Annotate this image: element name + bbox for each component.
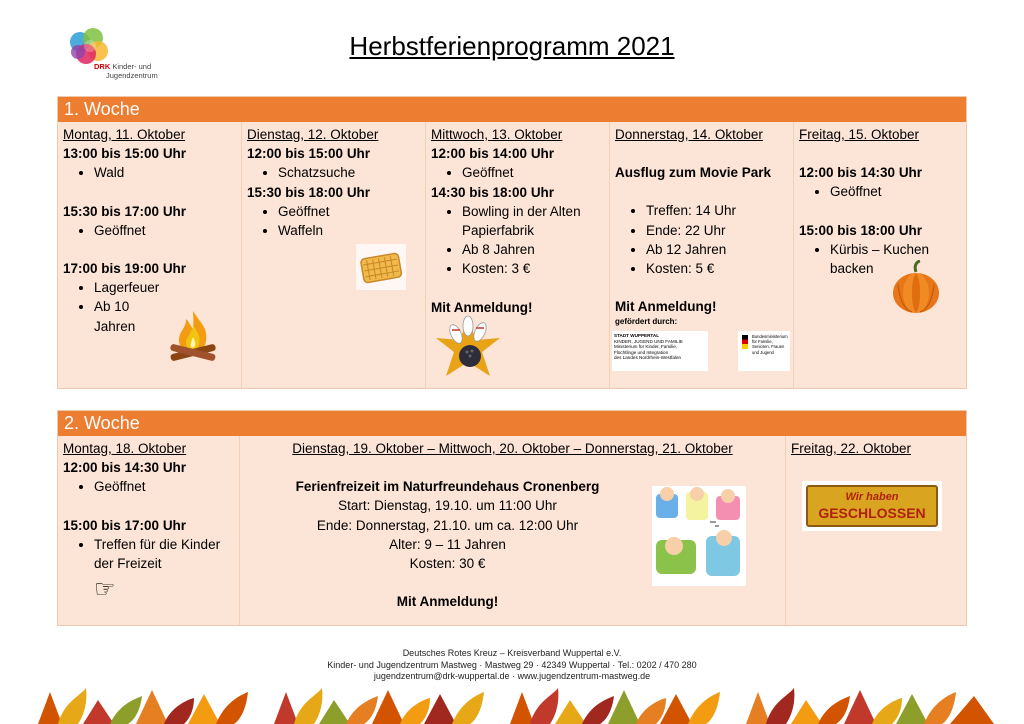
time-slot: 12:00 bis 14:30 Uhr (799, 165, 923, 181)
bowling-icon (430, 312, 506, 384)
activity-item: • Geöffnet (830, 182, 961, 201)
activity-item: • Geöffnet (278, 202, 420, 221)
week2-table (57, 410, 967, 626)
week2-header: 2. Woche (58, 411, 966, 436)
week2-friday (786, 436, 966, 625)
sponsor-logo-nrw: STADT WUPPERTAL KINDER, JUGEND UND FAMILIE Ministerium für Kinder, Familie, Flüchtlinge und Integration des Landes Nordrhein-Westfalen (612, 331, 708, 371)
activity-item: • Kosten: 5 € (646, 259, 788, 278)
day-title: Dienstag, 12. Oktober (247, 127, 379, 142)
week2-tue-thu (240, 436, 786, 625)
pumpkin-icon (890, 260, 942, 316)
week1-monday (58, 122, 242, 388)
footer-line1: Deutsches Rotes Kreuz – Kreisverband Wuppertal e.V. (402, 648, 622, 658)
week1-friday (794, 122, 966, 388)
week1-wednesday (426, 122, 610, 388)
time-slot: 15:00 bis 18:00 Uhr (799, 222, 923, 238)
time-slot: 13:00 bis 15:00 Uhr (63, 146, 187, 162)
time-slot: 12:00 bis 14:00 Uhr (431, 146, 555, 162)
week1-header: 1. Woche (58, 97, 966, 122)
activity-item: • Ab 10 Jahren (94, 297, 236, 335)
day-title: Donnerstag, 14. Oktober (615, 127, 763, 142)
activity-item: • Ab 8 Jahren (462, 240, 604, 259)
sponsor-label: gefördert durch: (615, 317, 678, 326)
camp-title: Ferienfreizeit im Naturfreundehaus Cronenberg (295, 479, 600, 495)
pointing-hand-icon: ☞ (94, 576, 116, 603)
week1-table (57, 96, 967, 389)
week1-thursday (610, 122, 794, 388)
time-slot: 15:30 bis 18:00 Uhr (247, 184, 371, 200)
day-title: Freitag, 15. Oktober (799, 127, 920, 142)
time-slot: 15:30 bis 17:00 Uhr (63, 203, 187, 219)
footer (0, 648, 1024, 683)
activity-item: • Kosten: 3 € (462, 259, 604, 278)
footer-line2: Kinder- und Jugendzentrum Mastweg · Mastweg 29 · 42349 Wuppertal · Tel.: 0202 / 470 280 (327, 659, 697, 670)
activity-item: • Geöffnet (94, 221, 236, 240)
camp-age: Alter: 9 – 11 Jahren (389, 536, 506, 552)
camp-start: Start: Dienstag, 19.10. um 11:00 Uhr (338, 498, 557, 514)
activity-item: • Kürbis – Kuchen backen (830, 240, 961, 278)
day-title: Montag, 11. Oktober (63, 127, 186, 142)
campfire-icon (164, 307, 222, 363)
activity-item: • Geöffnet (94, 477, 234, 496)
trip-title: Ausflug zum Movie Park (615, 165, 772, 181)
week1-tuesday (242, 122, 426, 388)
activity-item: • Wald (94, 163, 236, 182)
time-slot: 12:00 bis 15:00 Uhr (247, 146, 371, 162)
activity-item: • Ab 12 Jahren (646, 240, 788, 259)
sponsor-logo-bund: Bundesministerium für Familie, Senioren, Frauen und Jugend (738, 331, 790, 371)
waffle-icon (356, 244, 406, 290)
activity-item: • Waffeln (278, 221, 420, 240)
registration-note: Mit Anmeldung! (396, 594, 499, 610)
activity-item: • Schatzsuche (278, 163, 420, 182)
closed-sign-line2: GESCHLOSSEN (818, 505, 926, 521)
day-title: Freitag, 22. Oktober (791, 441, 912, 456)
logo-line2: Jugendzentrum (106, 71, 158, 80)
activity-item: • Ende: 22 Uhr (646, 221, 788, 240)
activity-item: • Bowling in der Alten Papierfabrik (462, 202, 604, 240)
time-slot: 14:30 bis 18:00 Uhr (431, 184, 555, 200)
logo-line1: DRK Kinder- und (94, 62, 152, 71)
day-title: Mittwoch, 13. Oktober (431, 127, 563, 142)
sleeping-kids-icon (652, 486, 746, 586)
camp-end: Ende: Donnerstag, 21.10. um ca. 12:00 Uhr (316, 517, 579, 533)
activity-item: • Lagerfeuer (94, 278, 236, 297)
time-slot: 15:00 bis 17:00 Uhr (63, 517, 187, 533)
activity-item: • Treffen: 14 Uhr (646, 201, 788, 220)
closed-sign (802, 481, 942, 531)
registration-note: Mit Anmeldung! (431, 299, 533, 315)
day-title: Montag, 18. Oktober (63, 441, 187, 456)
camp-cost: Kosten: 30 € (409, 556, 486, 572)
day-title: Dienstag, 19. Oktober – Mittwoch, 20. Oktober – Donnerstag, 21. Oktober (292, 441, 733, 456)
activity-item: • Geöffnet (462, 163, 604, 182)
autumn-leaves-border (28, 682, 996, 724)
week2-monday (58, 436, 240, 625)
page-title: Herbstferienprogramm 2021 (349, 31, 675, 61)
registration-note: Mit Anmeldung! (615, 299, 717, 315)
activity-item: • Treffen für die Kinder der Freizeit (94, 535, 234, 573)
closed-sign-line1: Wir haben (845, 491, 899, 503)
footer-line3: jugendzentrum@drk-wuppertal.de · www.jugendzentrum-mastweg.de (373, 671, 651, 681)
time-slot: 17:00 bis 19:00 Uhr (63, 261, 187, 277)
time-slot: 12:00 bis 14:30 Uhr (63, 460, 187, 476)
